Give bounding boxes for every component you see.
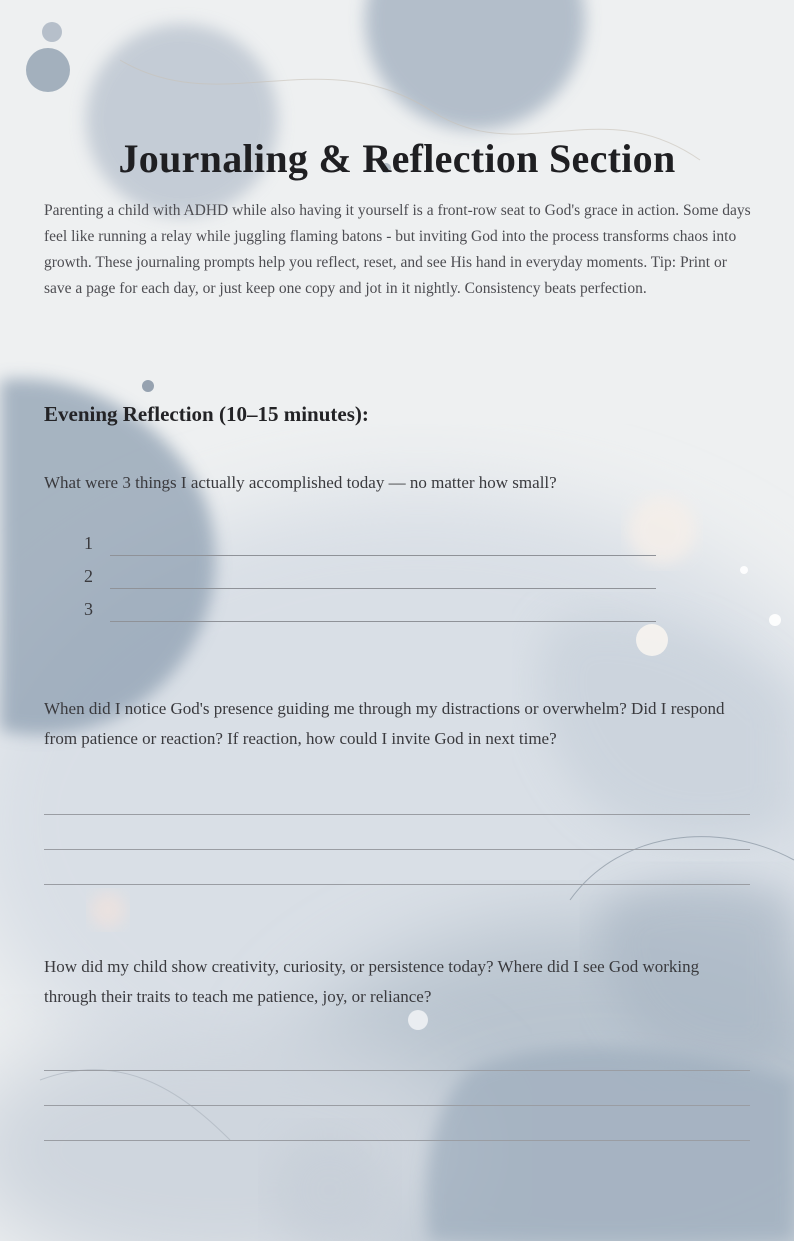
item-number: 2 [84,566,93,586]
write-line[interactable] [44,1106,750,1141]
prompt-accomplishments: What were 3 things I actually accomplished today — no matter how small? [44,473,557,492]
answer-lines-3 [44,1036,750,1141]
accomplishment-item[interactable] [84,563,656,596]
section-heading: Evening Reflection (10–15 minutes): [44,402,369,426]
write-line[interactable] [44,815,750,850]
prompt-child-traits: How did my child show creativity, curiosity, or persistence today? Where did I see God working through their traits to teach me patience, joy, or reliance? [44,957,700,1006]
write-line[interactable] [44,1071,750,1106]
accomplishment-item[interactable] [84,596,656,629]
write-line[interactable] [44,1036,750,1071]
write-line[interactable] [110,588,656,589]
item-number: 3 [84,599,93,619]
accomplishment-item[interactable] [84,530,656,563]
page-title: Journaling & Reflection Section [118,135,676,181]
write-line[interactable] [44,850,750,885]
accomplishment-list [84,530,656,629]
answer-lines-2 [44,780,750,885]
item-number: 1 [84,533,93,553]
write-line[interactable] [110,555,656,556]
prompt-gods-presence: When did I notice God's presence guiding me through my distractions or overwhelm? Did I respond from patience or reaction? If reaction, how could I invite God in next time? [44,699,725,748]
write-line[interactable] [44,780,750,815]
intro-paragraph: Parenting a child with ADHD while also having it yourself is a front-row seat to God's grace in action. Some days feel like running a relay while juggling flaming batons - but inviting God into the process transforms chaos into growth. These journaling prompts help you reflect, reset, and see His hand in everyday moments. Tip: Print or save a page for each day, or just keep one copy and jot in it nightly. Consistency beats perfection. [44,202,751,297]
write-line[interactable] [110,621,656,622]
